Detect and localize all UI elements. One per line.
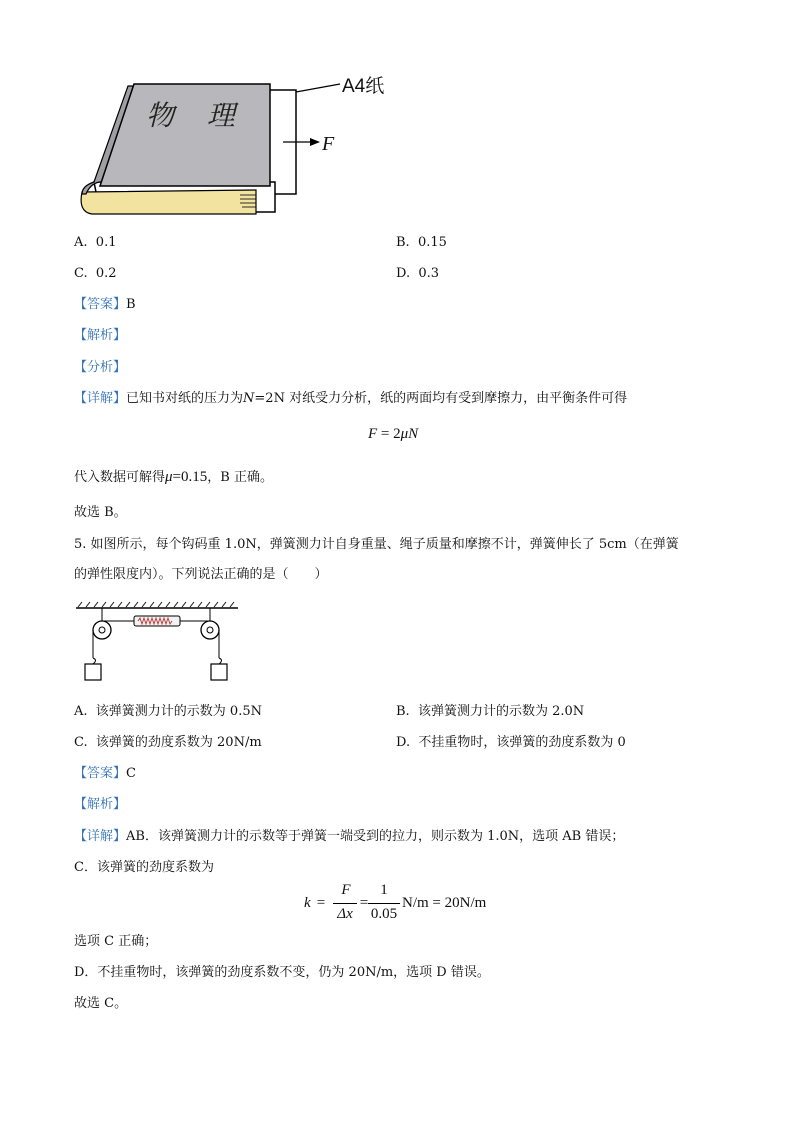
q5-analysis-label: 【解析】 [74, 797, 127, 812]
q4-option-d: D. 0.3 [396, 266, 440, 281]
q4-analysis-label: 【解析】 [74, 328, 127, 343]
q5-detail: 【详解】AB．该弹簧测力计的示数等于弹簧一端受到的拉力，则示数为 1.0N，选项 AB 错误； [74, 829, 625, 844]
q5-d-line: D．不挂重物时，该弹簧的劲度系数不变，仍为 20N/m，选项 D 错误。 [74, 965, 490, 980]
q5-answer: 【答案】C [74, 766, 136, 781]
force-label: F [322, 133, 335, 155]
q4-option-b: B. 0.15 [396, 235, 447, 250]
frac1-num: F [341, 882, 351, 898]
q4-conclusion: 故选 B。 [74, 505, 127, 520]
q5-conclusion: 故选 C。 [74, 996, 128, 1011]
q4-answer: 【答案】B [74, 297, 136, 312]
frac2-bar [368, 903, 400, 904]
q4-detail: 【详解】已知书对纸的压力为N=2N 对纸受力分析，纸的两面均有受到摩擦力，由平衡条件可得 [74, 391, 628, 406]
q5-option-b: B. 该弹簧测力计的示数为 2.0N [396, 704, 585, 719]
q5-c-correct: 选项 C 正确； [74, 934, 158, 949]
frac1-bar [333, 903, 357, 904]
frac1-den: Δx [337, 906, 353, 922]
q5-stem-line2: 的弹性限度内）。下列说法正确的是（ ） [74, 567, 328, 582]
frac2-den: 0.05 [370, 906, 398, 922]
q4-option-a: A. 0.1 [74, 235, 117, 250]
q4-formula: F = 2μN [368, 426, 419, 442]
q5-stem-line1: 5. 如图所示，每个钩码重 1.0N，弹簧测力计自身重量、绳子质量和摩擦不计，弹簧伸长了 5cm（在弹簧 [74, 537, 679, 552]
q5-c-line: C．该弹簧的劲度系数为 [74, 860, 214, 875]
frac2-num: 1 [380, 882, 388, 898]
q5-option-d: D. 不挂重物时，该弹簧的劲度系数为 0 [396, 735, 626, 750]
q4-fenxi-label: 【分析】 [74, 360, 127, 375]
q4-option-c: C. 0.2 [74, 266, 117, 281]
q4-substitution: 代入数据可解得μ=0.15，B 正确。 [74, 469, 273, 485]
spring-scale-figure [72, 600, 242, 686]
paper-label: A4纸 [342, 76, 385, 97]
book-cover-title: 物 理 [146, 99, 247, 132]
q5-option-c: C. 该弹簧的劲度系数为 20N/m [74, 735, 262, 750]
q5-option-a: A. 该弹簧测力计的示数为 0.5N [74, 704, 262, 719]
